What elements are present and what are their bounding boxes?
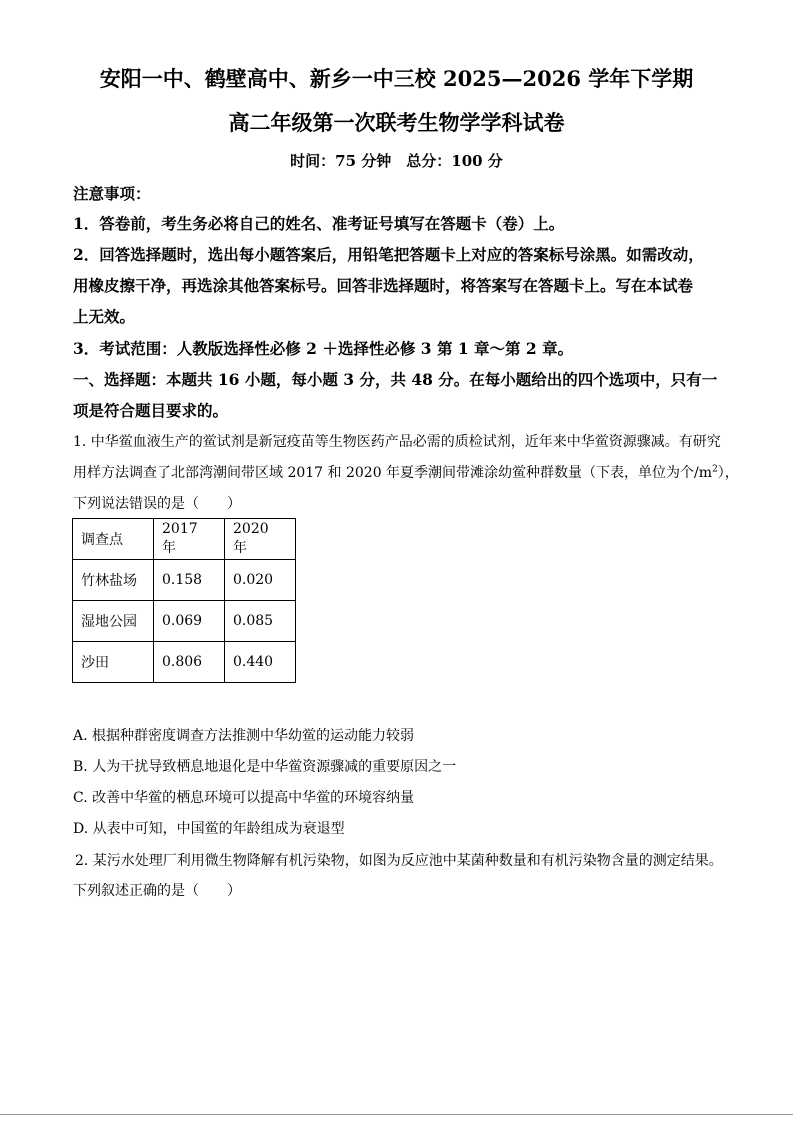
table-header-cell: 调查点 <box>73 519 154 560</box>
section-1-line-1: 一、选择题：本题共 16 小题，每小题 3 分，共 48 分。在每小题给出的四个选项中，只有一 <box>73 370 718 389</box>
section-1-line-2: 项是符合题目要求的。 <box>73 401 229 420</box>
notes-heading: 注意事项： <box>73 184 151 203</box>
q1-option-c: C. 改善中华鲎的栖息环境可以提高中华鲎的环境容纳量 <box>73 790 415 806</box>
table-row <box>73 560 296 601</box>
table-header-row <box>73 519 296 560</box>
table-row <box>73 642 296 683</box>
q2-stem-line-2: 下列叙述正确的是（ ） <box>73 883 241 899</box>
q1-data-table <box>72 518 296 683</box>
q1-stem-line-3: 下列说法错误的是（ ） <box>73 496 241 512</box>
table-cell: 0.020 <box>225 560 296 601</box>
q1-stem-line-2: 用样方法调查了北部湾潮间带区域 2017 和 2020 年夏季潮间带滩涂幼鲎种群数量（下表，单位为个$/m^2$）， <box>73 464 739 481</box>
q1-stem-line-1: 1. 中华鲎血液生产的鲎试剂是新冠疫苗等生物医药产品必需的质检试剂，近年来中华鲎资源骤减。有研究 <box>73 434 721 450</box>
table-cell: 湿地公园 <box>73 601 154 642</box>
note-item-3: 3．考试范围：人教版选择性必修 2 ＋选择性必修 3 第 1 章～第 2 章。 <box>73 339 574 358</box>
table-cell: 0.085 <box>225 601 296 642</box>
table-cell: 0.069 <box>154 601 225 642</box>
title-line-2: 高二年级第一次联考生物学学科试卷 <box>228 110 565 135</box>
table-cell: 0.440 <box>225 642 296 683</box>
note-item-1: 1．答卷前，考生务必将自己的姓名、准考证号填写在答题卡（卷）上。 <box>73 214 565 233</box>
q1-option-a: A. 根据种群密度调查方法推测中华幼鲎的运动能力较弱 <box>73 728 415 744</box>
exam-time-total: 时间：75 分钟 总分：100 分 <box>290 152 503 170</box>
table-row <box>73 601 296 642</box>
note-item-2-line-2: 用橡皮擦干净，再选涂其他答案标号。回答非选择题时，将答案写在答题卡上。写在本试卷 <box>73 276 694 295</box>
note-item-2-line-1: 2．回答选择题时，选出每小题答案后，用铅笔把答题卡上对应的答案标号涂黑。如需改动， <box>73 245 704 264</box>
table-cell: 竹林盐场 <box>73 560 154 601</box>
table-cell: 0.806 <box>154 642 225 683</box>
q1-option-b: B. 人为干扰导致栖息地退化是中华鲎资源骤减的重要原因之一 <box>73 759 457 775</box>
table-header-cell: 2017 年 <box>154 519 225 560</box>
table-cell: 沙田 <box>73 642 154 683</box>
note-item-2-line-3: 上无效。 <box>73 307 136 326</box>
table-cell: 0.158 <box>154 560 225 601</box>
title-line-1: 安阳一中、鹤壁高中、新乡一中三校 2025—2026 学年下学期 <box>99 66 694 91</box>
q1-option-d: D. 从表中可知，中国鲎的年龄组成为衰退型 <box>73 821 345 837</box>
table-header-cell: 2020 年 <box>225 519 296 560</box>
page-bottom-divider <box>0 1114 793 1115</box>
q2-stem-line-1: 2. 某污水处理厂利用微生物降解有机污染物，如图为反应池中某菌种数量和有机污染物含量的测定结果。 <box>75 853 723 869</box>
